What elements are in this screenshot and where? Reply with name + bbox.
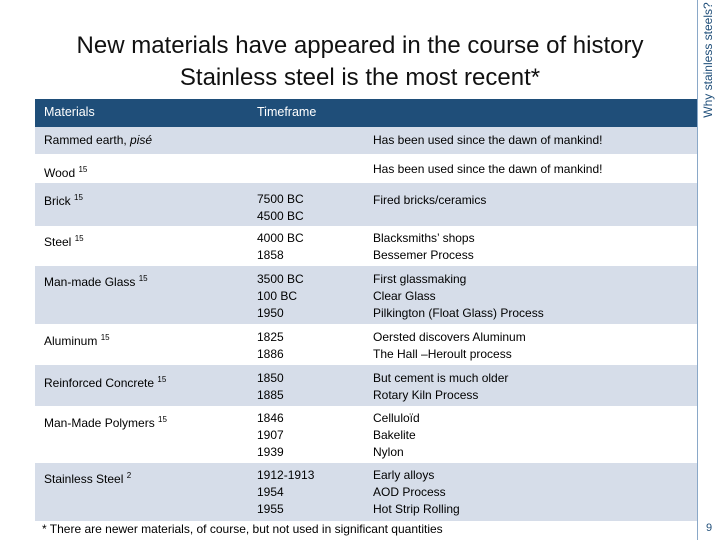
header-timeframe: Timeframe (257, 105, 317, 119)
table-row (35, 365, 697, 406)
timeframe-cell: 1912-1913 1954 1955 (257, 468, 315, 516)
material-cell: Wood $^{15}$ (44, 165, 88, 180)
material-cell: Aluminum $^{15}$ (44, 333, 110, 348)
notes-cell: But cement is much older Rotary Kiln Process (373, 371, 509, 402)
timeframe-cell: 7500 BC 4500 BC (257, 192, 304, 223)
timeframe-cell: 1825 1886 (257, 330, 284, 361)
notes-cell: Oersted discovers Aluminum The Hall –Heroult process (373, 330, 526, 361)
table-row (35, 463, 697, 521)
timeframe-cell: 4000 BC 1858 (257, 231, 304, 262)
table-row (35, 127, 697, 154)
page-title (30, 30, 690, 94)
header-materials: Materials (44, 105, 95, 119)
notes-cell: First glassmaking Clear Glass Pilkington (Float Glass) Process (373, 272, 544, 320)
notes-cell: Early alloys AOD Process Hot Strip Rolling (373, 468, 460, 516)
material-cell: Brick $^{15}$ (44, 193, 83, 208)
table-row (35, 226, 697, 266)
notes-cell: Celluloïd Bakelite Nylon (373, 411, 420, 459)
side-label: Why stainless steels? (701, 2, 715, 118)
title-line-1: New materials have appeared in the course of history (76, 32, 644, 59)
table-row (35, 154, 697, 183)
notes-cell: Fired bricks/ceramics (373, 193, 487, 207)
material-cell: Man-Made Polymers $^{15}$ (44, 415, 167, 430)
table-row (35, 183, 697, 226)
footnote: * There are newer materials, of course, but not used in significant quantities (42, 522, 443, 536)
material-cell: Stainless Steel $^2$ (44, 471, 132, 486)
page-number: 9 (705, 522, 713, 534)
material-cell: Steel $^{15}$ (44, 234, 84, 249)
material-cell: Rammed earth, pisé (44, 133, 153, 147)
table-row (35, 266, 697, 324)
notes-cell: Has been used since the dawn of mankind! (373, 162, 603, 176)
notes-cell: Blacksmiths’ shops Bessemer Process (373, 231, 475, 262)
timeframe-cell: 1850 1885 (257, 371, 284, 402)
notes-cell: Has been used since the dawn of mankind! (373, 133, 603, 147)
title-line-2: Stainless steel is the most recent* (179, 64, 541, 91)
timeframe-cell: 3500 BC 100 BC 1950 (257, 272, 304, 320)
material-cell: Man-made Glass $^{15}$ (44, 274, 148, 289)
timeframe-cell: 1846 1907 1939 (257, 411, 284, 459)
table-row (35, 324, 697, 365)
material-cell: Reinforced Concrete $^{15}$ (44, 375, 167, 390)
table-row (35, 406, 697, 463)
table-header (35, 99, 697, 127)
